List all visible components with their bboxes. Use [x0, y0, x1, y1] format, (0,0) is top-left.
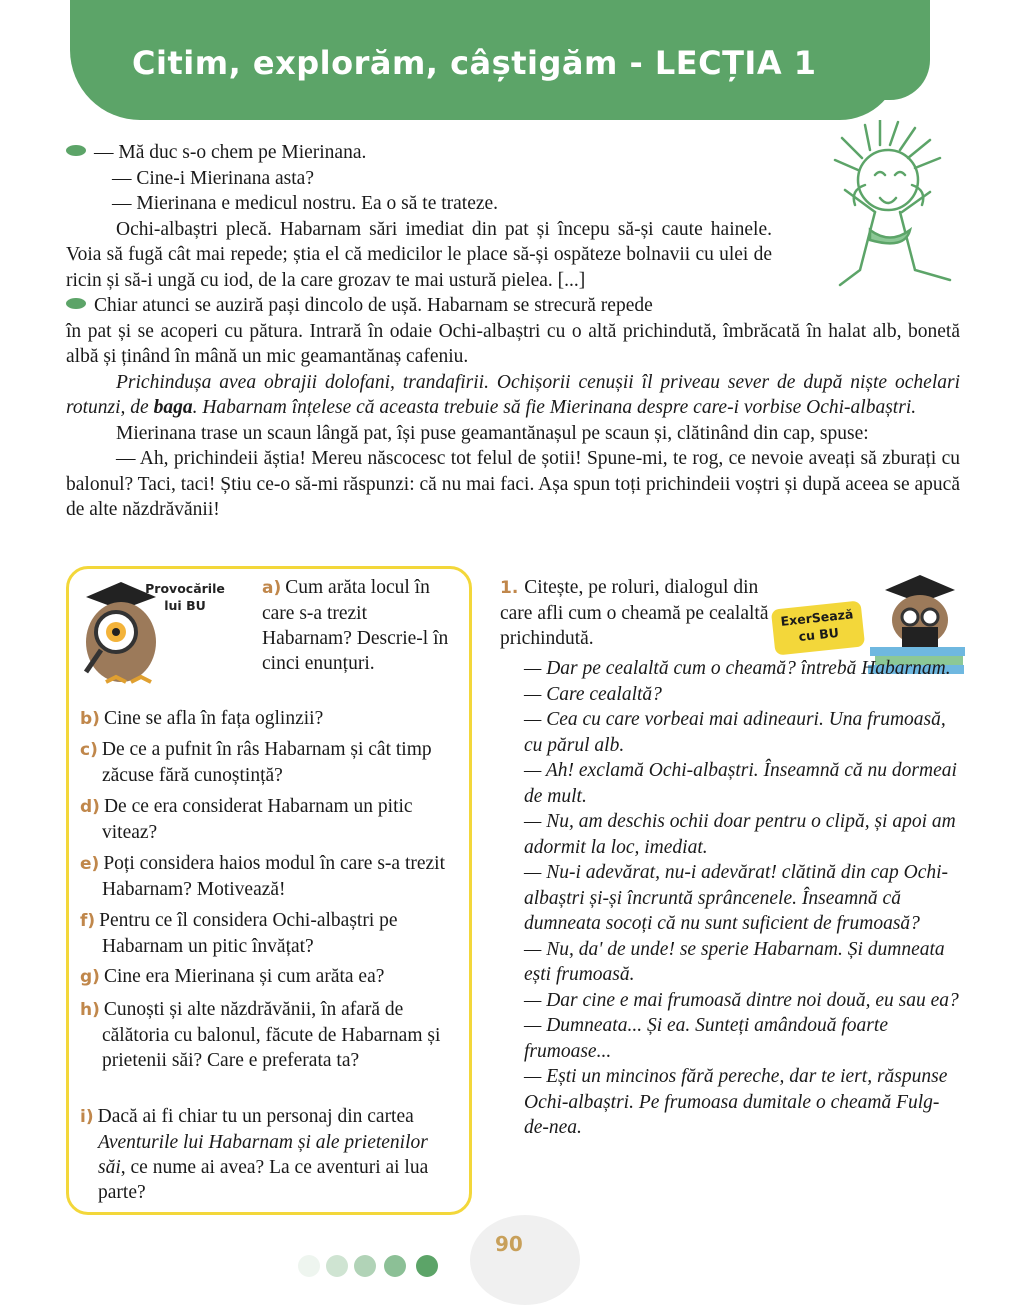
dialog-line: — Care cealaltă?	[524, 683, 662, 705]
paragraph: Prichindușa avea obrajii dolofani, trandafirii. Ochișorii cenușii îl priveau sever de după niște ochelari rotunzi, de baga. Habarnam înțelese că aceasta trebuie să fie Mierinana despre care-i vorbise Ochi-albaștri.	[66, 371, 960, 418]
paragraph: Chiar atunci se auziră pași dincolo de ușă. Habarnam se strecură repede	[66, 293, 772, 319]
dialog-line: — Nu-i adevărat, nu-i adevărat! clătină din cap Ochi-albaștri și-și încruntă sprâncenele. Înseamnă că dumneata socoți că nu sunt suficient de frumoasă?	[524, 862, 949, 934]
question-c: c) De ce a pufnit în râs Habarnam și cât timp zăcuse fără cunoștință?	[80, 739, 432, 786]
question-g: g) Cine era Mierinana și cum arăta ea?	[80, 966, 385, 987]
story-text	[66, 140, 960, 523]
green-bullet-icon	[66, 145, 86, 156]
dialog-line: — Ești un mincinos fără pereche, dar te iert, răspunse Ochi-albaștri. Pe frumoasa dumitale o cheamă Fulg-de-nea.	[524, 1066, 948, 1138]
page-title: Citim, explorăm, câștigăm - LECȚIA 1	[132, 44, 817, 82]
dot	[416, 1255, 438, 1277]
dot	[354, 1255, 376, 1277]
question-d: d) De ce era considerat Habarnam un pitic viteaz?	[80, 796, 413, 843]
dialog-line: — Dar cine e mai frumoasă dintre noi două, eu sau ea?	[524, 989, 959, 1011]
green-bullet-icon	[66, 298, 86, 309]
dialog-line: — Cea cu care vorbeai mai adineauri. Una frumoasă, cu părul alb.	[524, 709, 946, 756]
question-a: a) Cum arăta locul în care s-a trezit Habarnam? Descrie-l în cinci enunțuri.	[262, 577, 449, 674]
paragraph: în pat și se acoperi cu pătura. Intrară în odaie Ochi-albaștri cu o altă prichindută, îmbrăcată în halat alb, bonetă albă și ținând în mână un mic geamantănaș cafeniu.	[66, 320, 960, 367]
dot	[298, 1255, 320, 1277]
dialog-line: — Nu, da' de unde! se sperie Habarnam. Și dumneata ești frumoasă.	[524, 938, 945, 985]
dialog-line: — Mierinana e medicul nostru. Ea o să te trateze.	[112, 193, 499, 214]
question-h: h) Cunoști și alte năzdrăvănii, în afară de călătoria cu balonul, făcute de Habarnam și prietenii săi? Care e preferata ta?	[80, 999, 441, 1071]
dialog-line: — Nu, am deschis ochii doar pentru o clipă, și apoi am adormit la loc, imediat.	[524, 811, 956, 858]
dialog-line: — Dumneata... Și ea. Sunteți amândouă foarte frumoase...	[524, 1015, 888, 1062]
paragraph: — Ah, prichindeii ăștia! Mereu născocesc tot felul de șotii! Spune-mi, te rog, ce nevoie aveați să zburați cu balonul? Taci, taci! Știu ce-o să-mi răspunzi: că nu mai faci. Așa spun toți prichindeii voștri și după aceea se apucă de alte năzdrăvănii!	[66, 448, 960, 520]
paragraph: Mierinana trase un scaun lângă pat, își puse geamantănașul pe scaun și, clătinând din cap, spuse:	[116, 422, 869, 444]
dialog-line: — Mă duc s-o chem pe Mierinana.	[66, 140, 772, 166]
page-number-background	[470, 1215, 580, 1305]
paragraph: Ochi-albaștri plecă. Habarnam sări imediat din pat și începu să-și caute hainele. Voia să fugă cât mai repede; știa el că medicilor le place să-și ospăteze bolnavii cu ulei de ricin și să-i ungă cu iod, de la care grozav te mai ustură pielea. [...]	[66, 218, 772, 291]
question-i: i) Dacă ai fi chiar tu un personaj din cartea Aventurile lui Habarnam și ale prietenilor săi, ce nume ai avea? La ce aventuri ai lua parte?	[80, 1106, 429, 1203]
dialog-line: — Dar pe cealaltă cum o cheamă? întrebă Habarnam.	[524, 658, 951, 679]
dot	[384, 1255, 406, 1277]
question-f: f) Pentru ce îl considera Ochi-albaștri pe Habarnam un pitic învățat?	[80, 910, 398, 957]
dialog-line: — Ah! exclamă Ochi-albaștri. Înseamnă că nu dormeai de mult.	[524, 760, 957, 807]
exercise-dialog	[524, 656, 960, 1141]
page-number: 90	[495, 1232, 523, 1256]
exercise-badge: ExerSează cu BU	[771, 600, 865, 655]
dot	[326, 1255, 348, 1277]
exercise-instruction: 1. Citește, pe roluri, dialogul din care afli cum o cheamă pe cealaltă prichindută.	[500, 577, 769, 649]
challenges-label: Provocările lui BU	[145, 581, 225, 613]
question-b: b) Cine se afla în fața oglinzii?	[80, 708, 324, 729]
question-e: e) Poți considera haios modul în care s-a trezit Habarnam? Motivează!	[80, 853, 446, 900]
dialog-line: — Cine-i Mierinana asta?	[112, 167, 314, 189]
